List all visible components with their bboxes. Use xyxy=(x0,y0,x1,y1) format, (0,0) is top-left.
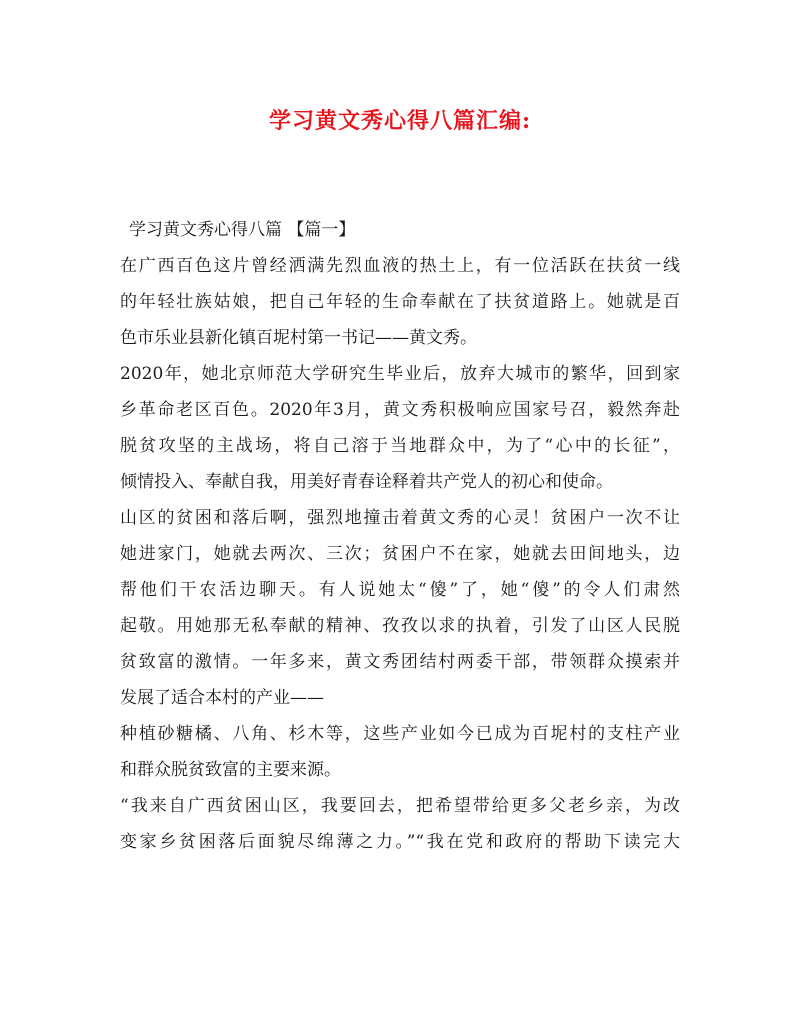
text-line: 她进家门，她就去两次、三次；贫困户不在家，她就去田间地头，边 xyxy=(120,544,680,564)
text-line: 色市乐业县新化镇百坭村第一书记——黄文秀。 xyxy=(120,328,477,348)
document-body xyxy=(120,212,680,860)
text-line: 起敬。用她那无私奉献的精神、孜孜以求的执着，引发了山区人民脱 xyxy=(120,616,680,636)
text-line: 发展了适合本村的产业—— xyxy=(120,688,324,708)
paragraph-1 xyxy=(120,248,680,356)
text-line: 的年轻壮族姑娘，把自己年轻的生命奉献在了扶贫道路上。她就是百 xyxy=(120,292,680,312)
text-line: “我来自广西贫困山区，我要回去，把希望带给更多父老乡亲，为改 xyxy=(120,796,680,816)
paragraph-5 xyxy=(120,788,680,860)
text-line: 种植砂糖橘、八角、杉木等，这些产业如今已成为百坭村的支柱产业 xyxy=(120,724,680,744)
text-line: 在广西百色这片曾经洒满先烈血液的热土上，有一位活跃在扶贫一线 xyxy=(120,256,680,276)
text-line: 帮他们干农活边聊天。有人说她太“傻”了，她“傻”的令人们肃然 xyxy=(120,580,680,600)
text-line: 倾情投入、奉献自我，用美好青春诠释着共产党人的初心和使命。 xyxy=(120,472,613,492)
text-line: 乡革命老区百色。2020年3月，黄文秀积极响应国家号召，毅然奔赴 xyxy=(120,400,680,420)
text-line: 贫致富的激情。一年多来，黄文秀团结村两委干部，带领群众摸索并 xyxy=(120,652,680,672)
text-line: 山区的贫困和落后啊，强烈地撞击着黄文秀的心灵！贫困户一次不让 xyxy=(120,508,680,528)
paragraph-2 xyxy=(120,356,680,500)
text-line: 和群众脱贫致富的主要来源。 xyxy=(120,760,341,780)
text-line: 脱贫攻坚的主战场，将自己溶于当地群众中，为了“心中的长征”， xyxy=(120,436,680,456)
paragraph-3 xyxy=(120,500,680,716)
document-title: 学习黄文秀心得八篇汇编: xyxy=(268,108,532,134)
text-line: 2020年，她北京师范大学研究生毕业后，放弃大城市的繁华，回到家 xyxy=(120,364,680,384)
text-line: 变家乡贫困落后面貌尽绵薄之力。”“我在党和政府的帮助下读完大 xyxy=(120,832,680,852)
section-heading: 学习黄文秀心得八篇 【篇一】 xyxy=(129,220,356,240)
paragraph-4 xyxy=(120,716,680,788)
